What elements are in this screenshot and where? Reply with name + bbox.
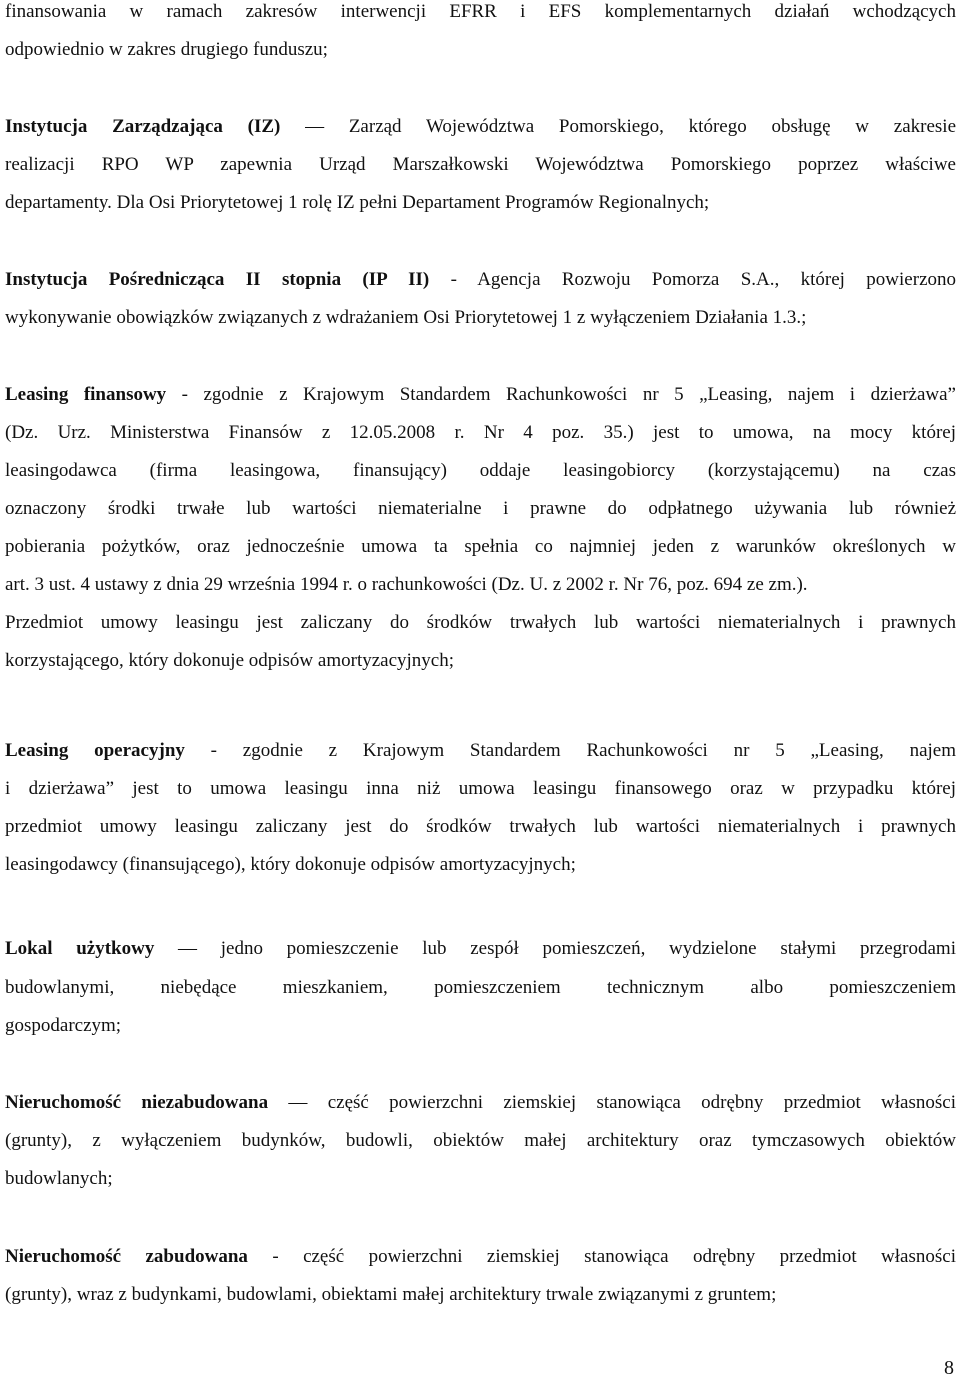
paragraph-leasing-fin-line-4: oznaczony środki trwałe lub wartości niematerialne i prawne do odpłatnego używania lub również [5, 498, 956, 519]
paragraph-leasing-fin-line-7: Przedmiot umowy leasingu jest zaliczany do środków trwałych lub wartości niematerialnych i prawnych [5, 612, 956, 633]
paragraph-leasing-op-line-3: przedmiot umowy leasingu zaliczany jest do środków trwałych lub wartości niematerialnych i prawnych [5, 816, 956, 837]
paragraph-iz-line-1 [5, 115, 956, 139]
paragraph-nieruchomosc-zab-line-1-text: - część powierzchni ziemskiej stanowiąca odrębny przedmiot własności [247, 1246, 956, 1267]
paragraph-lokal-line-3: gospodarczym; [5, 1015, 122, 1036]
paragraph-iz-line-1-text: — Zarząd Województwa Pomorskiego, którego obsługę w zakresie [280, 116, 956, 137]
page-number: 8 [944, 1357, 954, 1379]
paragraph-nieruchomosc-niezab-line-1 [5, 1091, 956, 1115]
paragraph-iz-line-2: realizacji RPO WP zapewnia Urząd Marszałkowski Województwa Pomorskiego poprzez właściwe [5, 154, 956, 175]
paragraph-leasing-op-line-4: leasingodawcy (finansującego), który dokonuje odpisów amortyzacyjnych; [5, 854, 576, 875]
paragraph-ip-line-1-text: - Agencja Rozwoju Pomorza S.A., której powierzono [429, 269, 957, 290]
paragraph-ip-line-2: wykonywanie obowiązków związanych z wdrażaniem Osi Priorytetowej 1 z wyłączeniem Działania 1.3.; [5, 307, 807, 328]
paragraph-leasing-op-line-1-text: - zgodnie z Krajowym Standardem Rachunkowości nr 5 „Leasing, najem [184, 740, 956, 761]
paragraph-lokal-line-2: budowlanymi, niebędące mieszkaniem, pomieszczeniem technicznym albo pomieszczeniem [5, 977, 956, 998]
paragraph-leasing-op-line-1 [5, 739, 956, 763]
paragraph-nieruchomosc-niezab-line-3: budowlanych; [5, 1168, 113, 1189]
term-nieruchomosc-niezabudowana: Nieruchomość niezabudowana [5, 1092, 269, 1113]
term-leasing-finansowy: Leasing finansowy [5, 384, 167, 405]
paragraph-nieruchomosc-zab-line-1 [5, 1245, 956, 1269]
term-iz: Instytucja Zarządzająca (IZ) [5, 116, 281, 137]
term-ip: Instytucja Pośrednicząca II stopnia (IP II) [5, 269, 430, 290]
term-nieruchomosc-zabudowana: Nieruchomość zabudowana [5, 1246, 248, 1267]
paragraph-1-line-2: odpowiednio w zakres drugiego funduszu; [5, 39, 328, 60]
paragraph-nieruchomosc-niezab-line-2: (grunty), z wyłączeniem budynków, budowli, obiektów małej architektury oraz tymczasowych obiektów [5, 1130, 956, 1151]
paragraph-leasing-fin-line-8: korzystającego, który dokonuje odpisów amortyzacyjnych; [5, 650, 455, 671]
paragraph-leasing-fin-line-5: pobierania pożytków, oraz jednocześnie umowa ta spełnia co najmniej jeden z warunków określonych w [5, 536, 956, 557]
paragraph-leasing-fin-line-1 [5, 383, 956, 407]
paragraph-1-line-1: finansowania w ramach zakresów interwencji EFRR i EFS komplementarnych działań wchodzących [5, 1, 956, 22]
paragraph-nieruchomosc-niezab-line-1-text: — część powierzchni ziemskiej stanowiąca odrębny przedmiot własności [268, 1092, 956, 1113]
paragraph-lokal-line-1-text: — jedno pomieszczenie lub zespół pomieszczeń, wydzielone stałymi przegrodami [154, 938, 956, 959]
paragraph-leasing-op-line-2: i dzierżawa” jest to umowa leasingu inna niż umowa leasingu finansowego oraz w przypadku której [5, 778, 956, 799]
term-leasing-operacyjny: Leasing operacyjny [5, 740, 185, 761]
paragraph-lokal-line-1 [5, 937, 956, 961]
paragraph-leasing-fin-line-1-text: - zgodnie z Krajowym Standardem Rachunkowości nr 5 „Leasing, najem i dzierżawa” [166, 384, 956, 405]
paragraph-leasing-fin-line-6: art. 3 ust. 4 ustawy z dnia 29 września 1994 r. o rachunkowości (Dz. U. z 2002 r. Nr 76, poz. 694 ze zm.). [5, 574, 808, 595]
paragraph-iz-line-3: departamenty. Dla Osi Priorytetowej 1 rolę IZ pełni Departament Programów Regionalnych; [5, 192, 710, 213]
paragraph-leasing-fin-line-3: leasingodawca (firma leasingowa, finansujący) oddaje leasingobiorcy (korzystającemu) na czas [5, 460, 956, 481]
paragraph-leasing-fin-line-2: (Dz. Urz. Ministerstwa Finansów z 12.05.2008 r. Nr 4 poz. 35.) jest to umowa, na mocy której [5, 422, 956, 443]
term-lokal-uzytkowy: Lokal użytkowy [5, 938, 155, 959]
paragraph-ip-line-1 [5, 268, 956, 292]
paragraph-nieruchomosc-zab-line-2: (grunty), wraz z budynkami, budowlami, obiektami małej architektury trwale związanymi z gruntem; [5, 1284, 777, 1305]
